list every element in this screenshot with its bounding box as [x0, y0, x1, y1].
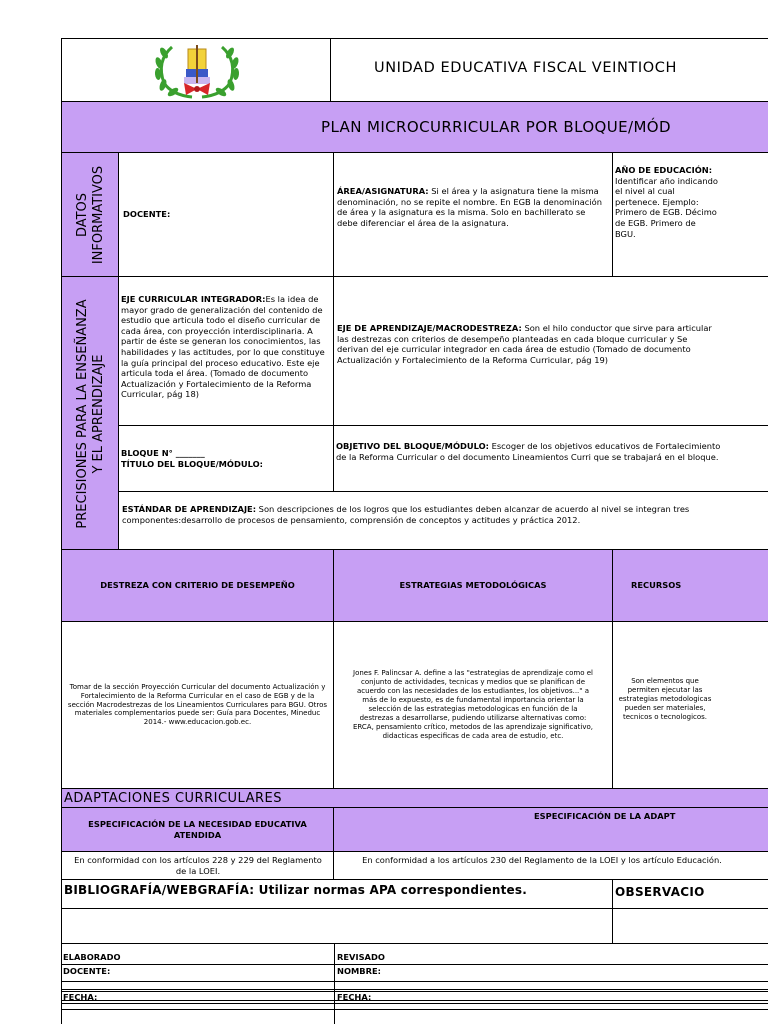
school-crest-icon — [142, 39, 252, 101]
eje-aprendizaje-label: EJE DE APRENDIZAJE/MACRODESTREZA: — [337, 323, 522, 333]
necesidad-text: En conformidad con los artículos 228 y 229 del Reglamento de la LOEI. — [74, 855, 322, 876]
eje-integrador-text: Es la idea de mayor grado de generalización del contenido de estudio que articula todo el diseño curricular de cada área, con proyección interdisciplinaria. A partir de éste se generan los conocimientos, las habilidades y las actitudes, por lo que constituye la guía principal del proceso educativo. Este eje articula toda el área. (Tomado de documento Actualización y Fortalecimiento de la Reforma Curricular, pág 18) — [121, 294, 325, 400]
adaptacion-text: En conformidad a los artículos 230 del Reglamento de la LOEI y los artículo Educación. — [362, 855, 722, 865]
estandar-label: ESTÁNDAR DE APRENDIZAJE: — [122, 504, 257, 514]
observaciones-label: OBSERVACIO — [615, 885, 705, 899]
objetivo-label: OBJETIVO DEL BLOQUE/MÓDULO: — [336, 441, 489, 451]
fecha-revisado-label: FECHA: — [337, 992, 372, 1002]
adaptaciones-bar — [61, 788, 768, 808]
nombre-sign-label: NOMBRE: — [337, 966, 381, 976]
recursos-cell — [612, 621, 768, 789]
estandar-cell — [118, 491, 768, 550]
bibliografia-cell — [61, 879, 613, 909]
estrategias-cell — [333, 621, 613, 789]
adaptaciones-title: ADAPTACIONES CURRICULARES — [64, 791, 282, 806]
bloque-label: BLOQUE N° _______ — [121, 448, 205, 458]
precisiones-section-label — [61, 276, 119, 550]
destreza-text: Tomar de la sección Proyección Curricular del documento Actualización y Fortalecimiento de la Reforma Curricular en el caso de EGB y de la sección Macrodestrezas de los Lineamientos Curriculares para BGU. Otros materiales complementarios puede ser: Guía para Docentes, Mineduc 2014.- www.educacion.gob.ec. — [67, 682, 328, 727]
plan-title-bar — [61, 101, 768, 153]
objetivo-cell — [333, 425, 768, 492]
docente-cell — [118, 152, 334, 277]
precisiones-label-line2: Y EL APRENDIZAJE — [91, 354, 106, 474]
adaptacion-cell — [333, 851, 768, 880]
area-cell — [333, 152, 613, 277]
elaborado-label: ELABORADO — [63, 952, 121, 962]
eje-aprendizaje-text: Son el hilo conductor que sirve para articular las destrezas con criterios de desempeño planteadas en cada bloque curricular y Se derivan del eje curricular integrador en cada área de estudio (Tomado de documento Actualización y Fortalecimiento de la Reforma Curricular, pág 19) — [337, 323, 712, 365]
plan-title: PLAN MICROCURRICULAR POR BLOQUE/MÓD — [321, 118, 671, 136]
fecha-elaborado-label: FECHA: — [63, 992, 98, 1002]
col-estrategias-header: ESTRATEGIAS METODOLÓGICAS — [333, 549, 613, 622]
datos-section-label — [61, 152, 119, 277]
observaciones-cell — [612, 879, 768, 909]
necesidad-header: ESPECIFICACIÓN DE LA NECESIDAD EDUCATIVA ATENDIDA — [61, 807, 334, 852]
eje-aprendizaje-cell — [333, 276, 768, 426]
titulo-bloque-label: TÍTULO DEL BLOQUE/MÓDULO: — [121, 458, 263, 469]
eje-integrador-label: EJE CURRICULAR INTEGRADOR: — [121, 294, 266, 304]
firmas-block — [61, 943, 768, 1024]
anio-cell — [612, 152, 768, 277]
logo-cell — [61, 38, 331, 102]
area-label: ÁREA/ASIGNATURA: — [337, 186, 429, 196]
anio-label: AÑO DE EDUCACIÓN: — [615, 165, 713, 175]
area-text: Si el área y la asignatura tiene la misma denominación, no se repite el nombre. En EGB la denominación de área y la asignatura es la misma. Solo en bachillerato se debe diferenciar el área de la asignatura. — [337, 186, 602, 228]
bibliografia-blank — [61, 908, 613, 944]
bibliografia-label: BIBLIOGRAFÍA/WEBGRAFÍA: Utilizar normas APA correspondientes. — [64, 883, 527, 897]
docente-sign-label: DOCENTE: — [63, 966, 111, 976]
col-recursos-header: RECURSOS — [612, 549, 768, 622]
necesidad-cell — [61, 851, 334, 880]
observaciones-blank — [612, 908, 768, 944]
datos-label-line2: INFORMATIVOS — [91, 165, 106, 265]
bloque-cell — [118, 425, 334, 492]
school-name-cell — [330, 38, 768, 102]
school-name: UNIDAD EDUCATIVA FISCAL VEINTIOCH — [374, 60, 677, 76]
docente-label: DOCENTE: — [123, 209, 171, 219]
recursos-text: Son elementos que permiten ejecutar las estrategias metodologicas pueden ser materiales, tecnicos o tecnologicos. — [618, 677, 712, 721]
destreza-cell — [61, 621, 334, 789]
col-destreza-header: DESTREZA CON CRITERIO DE DESEMPEÑO — [61, 549, 334, 622]
objetivo-text: Escoger de los objetivos educativos de Fortalecimiento de la Reforma Curricular o del documento Lineamientos Curri que se trabajará en el bloque. — [336, 441, 721, 462]
adaptacion-header: ESPECIFICACIÓN DE LA ADAPT — [333, 807, 768, 852]
estrategias-text: Jones F. Palincsar A. define a las "estrategias de aprendizaje como el conjunto de actividades, tecnicas y medios que se planifican de acuerdo con las necesidades de los estudiantes, los objetivos..." a más de lo expuesto, es de fundamental importancia orientar la selección de las estrategias metodologicas en función de la destrezas a desarrollarse, pudiendo utilizarse alternativas como: ERCA, pensamiento crítico, metodos de las aprendizaje significativo, didacticas especificas de cada area de estudio, etc. — [352, 669, 594, 740]
revisado-label: REVISADO — [337, 952, 385, 962]
datos-label-line1: DATOS — [75, 192, 90, 238]
estandar-text: Son descripciones de los logros que los estudiantes deben alcanzar de acuerdo al nivel se integran tres componentes:desarrollo de procesos de pensamiento, comprensión de conceptos y actitudes y práctica 2012. — [122, 504, 690, 525]
anio-text: Identificar año indicando el nivel al cual pertenece. Ejemplo: Primero de EGB. Décimo de EGB. Primero de BGU. — [615, 175, 718, 239]
eje-integrador-cell — [118, 276, 334, 426]
precisiones-label-line1: PRECISIONES PARA LA ENSEÑANZA — [75, 299, 90, 529]
